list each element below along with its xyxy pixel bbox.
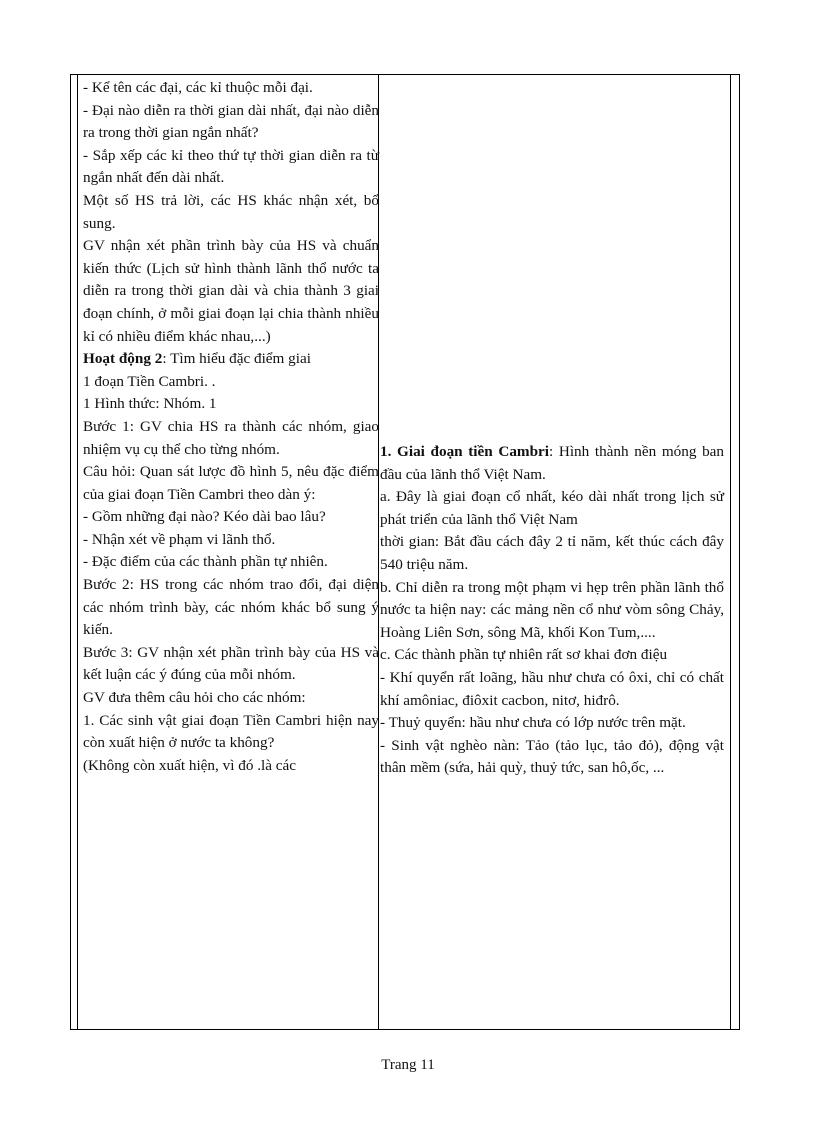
left-line: 1 đoạn Tiền Cambri. . [83,372,216,390]
left-line: - Nhận xét về phạm vi lãnh thổ. [83,530,276,548]
left-line: 1. Các sinh vật giai đoạn Tiền Cambri hiện nay còn xuất hiện ở nước ta không? [83,711,379,752]
page-number: Trang 11 [381,1057,435,1073]
table-border-right-inner [730,75,731,1029]
right-line: c. Các thành phần tự nhiên rất sơ khai đơn điệu [380,646,668,664]
right-line: thời gian: Bắt đầu cách đây 2 tỉ năm, kết thúc cách đây 540 triệu năm. [380,533,724,573]
left-line: - Gồm những đại nào? Kéo dài bao lâu? [83,508,326,526]
left-line: - Kể tên các đại, các kỉ thuộc mỗi đại. [83,79,313,96]
right-line: - Sinh vật nghèo nàn: Tảo (tảo lục, tảo đỏ), động vật thân mềm (sứa, hải quỳ, thuỷ tức, san hô,ốc, ... [380,736,724,777]
left-line: Bước 2: HS trong các nhóm trao đổi, đại diện các nhóm trình bày, các nhóm khác bổ sung ý kiến. [83,576,379,639]
right-line: b. Chỉ diễn ra trong một phạm vi hẹp trên phần lãnh thổ nước ta hiện nay: các mảng nền cổ như vòm sông Chảy, Hoàng Liên Sơn, sông Mã, khối Kon Tum,.... [380,578,724,641]
content-table [70,74,740,1030]
left-line: (Không còn xuất hiện, vì đó .là các [83,756,296,774]
left-column-cell [83,77,379,777]
left-line: GV nhận xét phần trình bày của HS và chuẩn kiến thức (Lịch sử hình thành lãnh thổ nước ta diễn ra trong thời gian dài và chia thành 3 giai đoạn chính, ở mỗi giai đoạn lại chia thành nhiều kỉ có nhiều điểm khác nhau,...) [83,237,379,345]
left-line: - Đại nào diễn ra thời gian dài nhất, đại nào diễn ra trong thời gian ngắn nhất? [83,101,379,142]
activity-title-rest: : Tìm hiểu đặc điểm giai [162,350,311,368]
right-column-cell [380,441,724,780]
left-line: Bước 3: GV nhận xét phần trình bày của HS và kết luận các ý đúng của mỗi nhóm. [83,643,379,684]
section-heading [380,441,724,486]
section-heading-bold: 1. Giai đoạn tiền Cambri [380,443,549,460]
left-line: Một số HS trả lời, các HS khác nhận xét, bổ sung. [83,191,379,232]
left-line: - Đặc điểm của các thành phần tự nhiên. [83,553,328,571]
left-line: - Sắp xếp các kỉ theo thứ tự thời gian diễn ra từ ngắn nhất đến dài nhất. [83,146,379,187]
left-line: GV đưa thêm câu hỏi cho các nhóm: [83,689,306,707]
left-line: Bước 1: GV chia HS ra thành các nhóm, giao nhiệm vụ cụ thể cho từng nhóm. [83,417,379,458]
section-heading-rest: : Hình thành nền móng ban đầu của lãnh thổ Việt Nam. [380,443,724,483]
table-border-left-inner [77,75,78,1029]
right-line: a. Đây là giai đoạn cổ nhất, kéo dài nhất trong lịch sử phát triển của lãnh thổ Việt Nam [380,488,724,528]
left-line: Câu hỏi: Quan sát lược đồ hình 5, nêu đặc điểm của giai đoạn Tiền Cambri theo dàn ý: [83,463,379,503]
right-line: - Khí quyển rất loãng, hầu như chưa có ôxi, chỉ có chất khí amôniac, điôxit cacbon, nitơ, hiđrô. [380,668,724,709]
activity-title: Hoạt động 2 [83,350,163,368]
right-line: - Thuỷ quyển: hầu như chưa có lớp nước trên mặt. [380,714,686,732]
left-line: 1 Hình thức: Nhóm. 1 [83,395,217,413]
activity-heading [83,348,379,371]
